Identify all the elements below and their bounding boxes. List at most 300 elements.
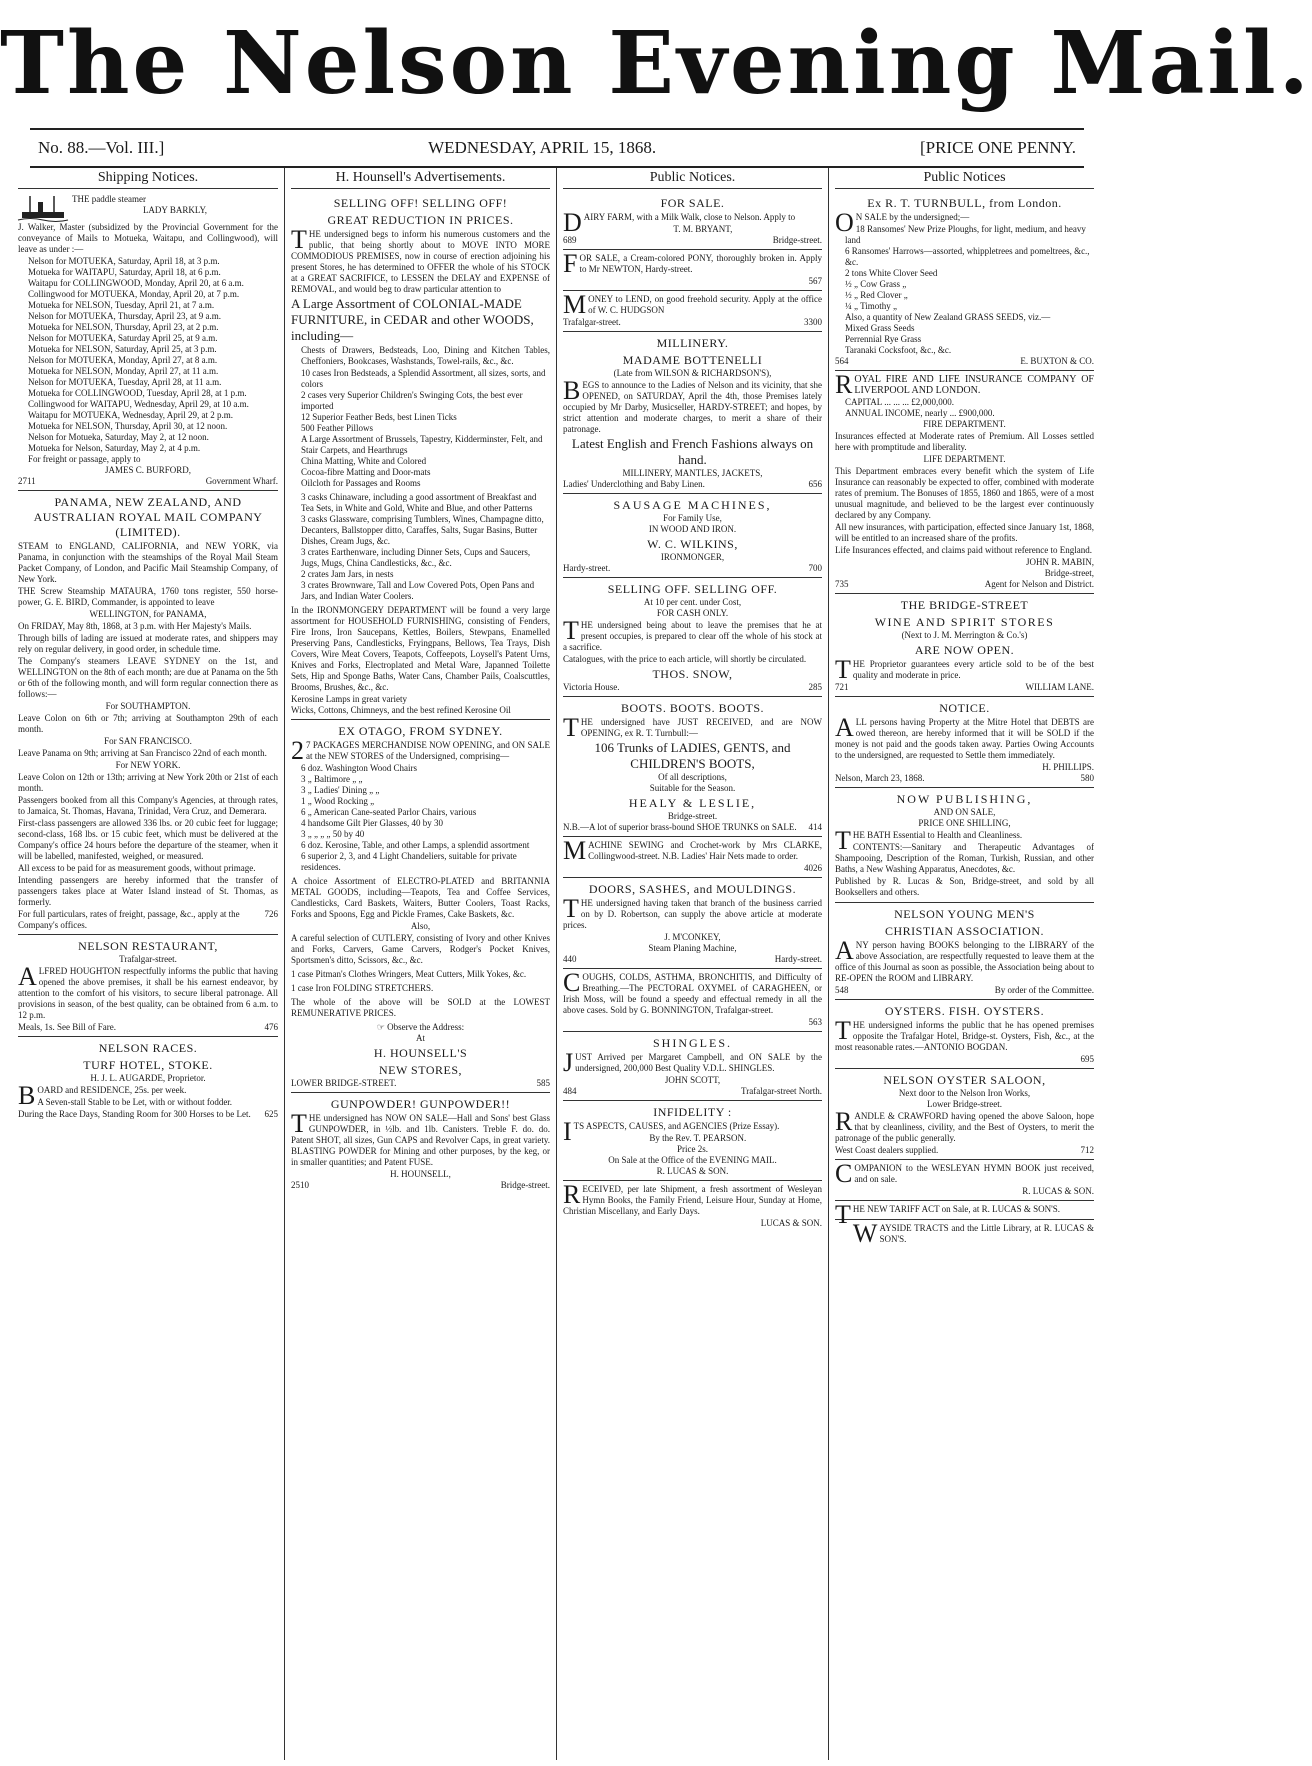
ad-heading: SAUSAGE MACHINES,	[613, 498, 772, 512]
sailing-item: Motueka for Nelson, Saturday, May 2, at 4 p.m.	[28, 443, 201, 453]
ad-number: 285	[808, 682, 822, 692]
ad-number: 625	[264, 1109, 278, 1119]
sailing-item: Nelson for MOTUEKA, Saturday, April 18, at 3 p.m.	[28, 256, 220, 266]
ad-number: 476	[264, 1022, 278, 1032]
paragraph: (Next to J. M. Merrington & Co.'s)	[901, 630, 1028, 640]
ad-money-to-lend	[563, 291, 822, 332]
ad-footer	[835, 773, 1094, 784]
paragraph: ALL persons having Property at the Mitre Hotel that DEBTS are owed thereon, are hereby informed that it will be SOLD if the money is not paid and the goods taken away. Parties Owing Accounts to the undersigned, are requested to Settle them immediately.	[835, 713, 1094, 760]
hotel-name: TURF HOTEL, STOKE.	[83, 1058, 213, 1072]
paragraph: ALFRED HOUGHTON respectfully informs the public that having opened the above premises, it shall be his earnest endeavor, by attention to the comfort of his visitors, to secure liberal patronage. All provisions in season, of the best quality, can be obtained from 6 a.m. to 12 p.m.	[18, 962, 278, 1020]
address: Victoria House.	[563, 682, 620, 692]
ad-heading: ARE NOW OPEN.	[914, 643, 1015, 657]
paragraph: BOARD and RESIDENCE, 25s. per week.	[18, 1081, 187, 1110]
paragraph: At	[416, 1033, 425, 1043]
ad-gunpowder	[291, 1093, 550, 1194]
ad-footer	[835, 1145, 1094, 1156]
paragraph: A choice Assortment of ELECTRO-PLATED and BRITANNIA METAL GOODS, including—Teapots, Tea and Coffee Services, Candlesticks, Card Baskets, Waiters, Butter Coolers, Toast Racks, Forks and Spoons, Egg and Pickle Frames, Cake Baskets, &c.	[291, 876, 550, 919]
ad-heading: WINE AND SPIRIT STORES	[874, 615, 1055, 629]
ad-number: 689	[563, 235, 577, 245]
paragraph: JUST Arrived per Margaret Campbell, and ON SALE by the undersigned, 200,000 Best Quality V.D.L. SHINGLES.	[563, 1048, 822, 1077]
signature: H. HOUNSELL,	[390, 1169, 451, 1179]
ad-heading: NELSON OYSTER SALOON,	[883, 1073, 1046, 1087]
ad-footer	[18, 909, 278, 931]
paragraph: Ladies' Underclothing and Baby Linen.	[563, 479, 705, 489]
ad-hymn-companion	[835, 1160, 1094, 1201]
paragraph: Price 2s.	[677, 1144, 708, 1154]
ad-boots	[563, 697, 822, 837]
column-hounsell	[284, 168, 556, 1760]
ad-ex-otago	[291, 720, 550, 1093]
list-item: Kerosine Lamps in great variety	[291, 694, 407, 704]
address: Hardy-street.	[774, 954, 822, 964]
paragraph: The whole of the above will be SOLD at the LOWEST REMUNERATIVE PRICES.	[291, 997, 550, 1018]
ad-number: 3300	[804, 317, 822, 327]
address: Bridge-street,	[1044, 568, 1094, 578]
item-list	[835, 224, 1094, 356]
sailing-item: Nelson for MOTUEKA, Saturday April 25, at 9 a.m.	[28, 333, 218, 343]
column-heading: H. Hounsell's Advertisements.	[291, 168, 550, 189]
section-heading: FIRE DEPARTMENT.	[923, 419, 1006, 429]
address: Bridge-street.	[667, 811, 718, 821]
ad-tariff-act	[835, 1200, 1094, 1229]
issue-number: No. 88.—Vol. III.]	[38, 138, 165, 157]
list-item: Perrennial Rye Grass	[845, 334, 922, 344]
address: Trafalgar-street North.	[741, 1086, 822, 1096]
paragraph: Lower Bridge-street.	[927, 1099, 1002, 1109]
paragraph: THE undersigned having taken that branch of the business carried on by D. Robertson, can supply the above article at moderate prices.	[563, 894, 822, 930]
ad-footer	[563, 1086, 822, 1097]
ad-heading: NOW PUBLISHING,	[896, 792, 1033, 806]
ad-number: 580	[1080, 773, 1094, 783]
column-heading: Shipping Notices.	[18, 168, 278, 189]
list-item: 2 cases very Superior Children's Swinging Cots, the best ever imported	[301, 390, 523, 411]
paragraph: On FRIDAY, May 8th, 1868, at 3 p.m. with Her Majesty's Mails.	[18, 621, 252, 631]
paragraph: ANY person having BOOKS belonging to the LIBRARY of the above Association, are respectfully requested to leave them at the office of this Journal as soon as possible, the Association being about to RE-OPEN the ROOM and LIBRARY.	[835, 936, 1094, 983]
signature: THOS. SNOW,	[652, 667, 733, 681]
ad-heading: DOORS, SASHES, and MOULDINGS.	[588, 882, 797, 896]
ad-heading: ROYAL FIRE AND LIFE INSURANCE COMPANY OF LIVERPOOL AND LONDON.	[835, 370, 1094, 399]
ad-footer	[563, 863, 822, 874]
ad-machine-sewing	[563, 837, 822, 878]
signature: J. M'CONKEY,	[664, 932, 721, 942]
date-note: Nelson, March 23, 1868.	[835, 773, 925, 783]
ad-heading: FOR SALE.	[660, 196, 725, 210]
ad-footer	[563, 682, 822, 693]
sailing-item: Collingwood for WAITAPU, Wednesday, April 29, at 10 a.m.	[28, 399, 249, 409]
paragraph: THE undersigned begs to inform his numerous customers and the public, that being shortly about to MOVE INTO MORE COMMODIOUS PREMISES, now in course of erection adjoining his present Stores, he has determined to OFFER the whole of his STOCK at a GREAT SACRIFICE, to LESSEN the DELAY and EXPENSE of REMOVAL, and would beg to draw particular attention to	[291, 225, 550, 294]
paragraph: ANNUAL INCOME, nearly ... £900,000.	[845, 408, 995, 418]
ad-heading: GREAT REDUCTION IN PRICES.	[327, 213, 514, 227]
ad-heading: MILLINERY.	[656, 336, 729, 350]
signature: T. M. BRYANT,	[673, 224, 733, 234]
ad-oysters-fish	[835, 1000, 1094, 1069]
paragraph: Insurances effected at Moderate rates of Premium. All Losses settled here with promptitude and liberality.	[835, 431, 1094, 452]
masthead-title: The Nelson Evening Mail.	[0, 13, 1312, 114]
paragraph: Latest English and French Fashions always on hand.	[571, 436, 814, 467]
list-item: 6 superior 2, 3, and 4 Light Chandeliers, suitable for private residences.	[301, 851, 517, 872]
paragraph: A Seven-stall Stable to be Let, with or without fodder.	[37, 1097, 233, 1107]
signature: WILLIAM LANE.	[1025, 682, 1094, 692]
ad-royal-insurance	[835, 371, 1094, 594]
furniture-heading: A Large Assortment of COLONIAL-MADE FURNITURE, in CEDAR and other WOODS, including—	[291, 296, 534, 343]
list-item: 1 „ Wood Rocking „	[301, 796, 375, 806]
list-item: Wicks, Cottons, Chimneys, and the best refined Kerosine Oil	[291, 705, 511, 715]
ad-ymca	[835, 903, 1094, 1000]
section-heading: LIFE DEPARTMENT.	[923, 454, 1006, 464]
signature: JOHN SCOTT,	[664, 1075, 721, 1085]
ad-heading: NELSON RACES.	[98, 1041, 198, 1055]
ad-number: 484	[563, 1086, 577, 1096]
ad-hymn-books	[563, 1181, 822, 1232]
paragraph: BEGS to announce to the Ladies of Nelson and its vicinity, that she OPENED, on SATURDAY, April the 4th, those Premises lately occupied by Mr Darby, Musicseller, HARDY-STREET; and hopes, by strict attention and moderate charges, to merit a share of their patronage.	[563, 376, 822, 434]
paragraph: Next door to the Nelson Iron Works,	[898, 1088, 1031, 1098]
ad-number: 695	[1080, 1054, 1094, 1064]
observe-label: Observe the Address:	[387, 1022, 465, 1032]
paragraph: Catalogues, with the price to each article, will shortly be circulated.	[563, 654, 807, 664]
paragraph: WELLINGTON, for PANAMA,	[89, 609, 207, 619]
list-item: A Large Assortment of Brussels, Tapestry, Kidderminster, Felt, and Stair Carpets, and Hearthrugs	[301, 434, 543, 455]
signature: E. BUXTON & CO.	[1020, 356, 1094, 366]
list-item: 3 casks Chinaware, including a good assortment of Breakfast and Tea Sets, in White and Gold, White and Blue, and other Patterns	[301, 492, 537, 513]
list-item: 2 crates Jam Jars, in nests	[301, 569, 394, 579]
paragraph: By the Rev. T. PEARSON.	[649, 1133, 747, 1143]
ad-number: 414	[808, 822, 822, 832]
item-list	[291, 492, 550, 602]
ad-subheading: (Late from WILSON & RICHARDSON'S),	[613, 368, 772, 378]
paragraph: All new insurances, with participation, effected since January 1st, 1868, will be entitled to an increased share of the profits.	[835, 522, 1095, 543]
issue-date: WEDNESDAY, APRIL 15, 1868.	[428, 138, 657, 157]
masthead	[0, 8, 1312, 126]
store-address: LOWER BRIDGE-STREET.	[291, 1078, 397, 1088]
ad-wayside-tracts	[835, 1220, 1094, 1249]
paragraph: Steam Planing Machine,	[648, 943, 737, 953]
column-public-notices-2	[828, 168, 1100, 1760]
list-item: ½ „ Red Clover „	[845, 290, 908, 300]
ad-footer	[291, 1180, 550, 1191]
ad-heading: NELSON YOUNG MEN'S	[894, 907, 1035, 921]
item-list	[291, 763, 550, 873]
sailing-item: Motueka for NELSON, Saturday, April 25, at 3 p.m.	[28, 344, 217, 354]
ad-number: 2510	[291, 1180, 309, 1190]
column-public-notices	[556, 168, 828, 1760]
list-item: Oilcloth for Passages and Rooms	[301, 478, 421, 488]
route-heading: For SOUTHAMPTON.	[105, 701, 191, 711]
ad-heading: SHINGLES.	[652, 1036, 732, 1050]
ad-number: 721	[835, 682, 849, 692]
ad-number: 563	[808, 1017, 822, 1027]
paragraph: THE Screw Steamship MATAURA, 1760 tons register, 550 horse-power, G. E. BIRD, Commander, is appointed to leave	[18, 586, 278, 607]
paragraph: Intending passengers are hereby informed that the transfer of passengers takes place at Water Island instead of St. Thomas, as formerly.	[18, 875, 278, 907]
paragraph: THE undersigned informs the public that he has opened premises opposite the Trafalgar Hotel, Bridge-st. Oysters, Fish, &c., at the most reasonable rates.—ANTONIO BOGDAN.	[835, 1016, 1094, 1052]
paragraph: For Family Use,	[663, 513, 722, 523]
list-item: Taranaki Cocksfoot, &c., &c.	[845, 345, 952, 355]
route-heading: For NEW YORK.	[115, 760, 181, 770]
steamer-intro: THE paddle steamer	[72, 194, 146, 204]
paragraph: The Company's steamers LEAVE SYDNEY on the 1st, and WELLINGTON on the 8th of each month; are due at Panama on the 5th or 6th of the following month, and will form regular connection there as follows:—	[18, 656, 279, 699]
store-name: H. HOUNSELL'S	[373, 1046, 468, 1060]
paragraph: First-class passengers are allowed 336 lbs. or 20 cubic feet for luggage; second-class, 168 lbs. or 15 cubic feet, which must be delivered at the Company's office 24 hours before the departure of the steamer, when it will be labelled, manifested, weighed, or measured.	[18, 818, 278, 861]
columns	[12, 168, 1102, 1760]
list-item: Cocoa-fibre Matting and Door-mats	[301, 467, 431, 477]
column-heading: Public Notices.	[563, 168, 822, 189]
list-item: 6 „ American Cane-seated Parlor Chairs, various	[301, 807, 477, 817]
sailing-item: Nelson for MOTUEKA, Thursday, April 23, at 9 a.m.	[28, 311, 221, 321]
ad-heading: SELLING OFF! SELLING OFF!	[333, 196, 508, 210]
steamer-name: LADY BARKLY,	[142, 205, 208, 215]
paragraph: Through bills of lading are issued at moderate rates, and shippers may rely on regular delivery, in good order, in schedule time.	[18, 633, 278, 654]
ad-footer	[563, 563, 822, 574]
dateline	[30, 128, 1084, 168]
ad-heading: BOOTS. BOOTS. BOOTS.	[620, 701, 765, 715]
ad-buxton-seeds	[835, 192, 1094, 371]
paragraph: WAYSIDE TRACTS and the Little Library, at R. LUCAS & SON'S.	[852, 1219, 1094, 1248]
paragraph: A careful selection of CUTLERY, consisting of Ivory and other Knives and Forks, Carvers, Game Carvers, Rodger's Pocket Knives, Sportsmen's ditto, Scissors, &c., &c.	[291, 933, 550, 965]
list-item: 10 cases Iron Bedsteads, a Splendid Assortment, all sizes, sorts, and colors	[301, 368, 546, 389]
signature: HEALY & LESLIE,	[628, 796, 757, 810]
paragraph: ITS ASPECTS, CAUSES, and AGENCIES (Prize Essay).	[563, 1117, 780, 1146]
agent-address: Government Wharf.	[205, 476, 278, 486]
ad-footer	[18, 476, 278, 487]
ad-sausage-machines	[563, 494, 822, 578]
signature: JOHN R. MABIN,	[1025, 557, 1094, 567]
ad-doors-sashes	[563, 878, 822, 969]
paragraph: Passengers booked from all this Company's Agencies, at through rates, to Jamaica, St. Thomas, Havana, Trinidad, Vera Cruz, and Demerara.	[18, 795, 278, 816]
steamer-body: J. Walker, Master (subsidized by the Provincial Government for the conveyance of Mails to Motueka, Waitapu, and Collingwood), will leave as under :—	[18, 222, 278, 254]
ad-heading: INFIDELITY :	[653, 1105, 732, 1119]
ad-heading: PANAMA, NEW ZEALAND, AND AUSTRALIAN ROYAL MAIL COMPANY (LIMITED).	[33, 495, 263, 539]
ad-shingles	[563, 1032, 822, 1101]
ad-footer	[835, 682, 1094, 693]
ad-heading: NELSON RESTAURANT,	[78, 939, 218, 953]
paragraph: MACHINE SEWING and Crochet-work by Mrs CLARKE, Collingwood-street. N.B. Ladies' Hair Nets made to order.	[563, 836, 822, 865]
paragraph: At 10 per cent. under Cost,	[643, 597, 742, 607]
ad-heading: THE BRIDGE-STREET	[900, 598, 1029, 612]
paragraph: RANDLE & CRAWFORD having opened the above Saloon, hope that by cleanliness, civility, and the Best of Oysters, to merit the patronage of the public generally.	[835, 1107, 1094, 1143]
signature: By order of the Committee.	[994, 985, 1094, 995]
paragraph: N.B.—A lot of superior brass-bound SHOE TRUNKS on SALE.	[563, 822, 797, 832]
item-list	[291, 368, 550, 489]
paragraph: 1 case Pitman's Clothes Wringers, Meat Cutters, Milk Yokes, &c.	[291, 969, 527, 979]
paragraph: RECEIVED, per late Shipment, a fresh assortment of Wesleyan Hymn Books, the Family Friend, Leisure Hour, Sunday at Home, Christian Miscellany, and Early Days.	[563, 1180, 822, 1216]
ad-number: 585	[536, 1078, 550, 1088]
paragraph: THE undersigned has NOW ON SALE—Hall and Sons' best Glass GUNPOWDER, in ½lb. and 1lb. Canisters. Treble F. do. do. Patent SHOT, all sizes, Gun CAPS and Revolver Caps, in great variety. BLASTING POWDER for Mining and other purposes, by the keg, or in smaller quantities; and Patent FUSE.	[291, 1109, 550, 1167]
paragraph: During the Race Days, Standing Room for 300 Horses to be Let.	[18, 1109, 251, 1119]
sailing-item: Nelson for MOTUEKA, Tuesday, April 28, at 11 a.m.	[28, 377, 222, 387]
sailing-item: Collingwood for MOTUEKA, Monday, April 20, at 7 p.m.	[28, 289, 240, 299]
ad-notice-mitre	[835, 697, 1094, 788]
paragraph: CAPITAL ... ... ... £2,000,000.	[845, 397, 954, 407]
address: Bridge-street.	[772, 235, 822, 245]
proprietor: H. J. L. AUGARDE, Proprietor.	[90, 1073, 206, 1083]
paragraph: THE Proprietor guarantees every article sold to be of the best quality and moderate in price.	[835, 655, 1094, 684]
paragraph: MILLINERY, MANTLES, JACKETS,	[622, 468, 763, 478]
paragraph: AND ON SALE,	[933, 807, 996, 817]
ad-number: 712	[1080, 1145, 1094, 1155]
ad-footer	[18, 1109, 278, 1120]
ad-number: 440	[563, 954, 577, 964]
ad-nelson-races	[18, 1037, 278, 1123]
sailing-list	[18, 256, 278, 454]
paragraph: COUGHS, COLDS, ASTHMA, BRONCHITIS, and Difficulty of Breathing.—The PECTORAL OXYMEL of CARAGHEEN, or Irish Moss, will be found a speedy and effectual remedy in all the above cases. Sold by G. BONNINGTON, Trafalgar-street.	[563, 968, 822, 1015]
ad-footer	[18, 1022, 278, 1033]
ad-footer	[563, 276, 822, 287]
paragraph: STEAM to ENGLAND, CALIFORNIA, and NEW YORK, via Panama, in conjunction with the steamships of the Royal Mail Steam Packet Company, of London, and Pacific Mail Steamship Company, of New York.	[18, 541, 278, 584]
list-item: 3 „ Baltimore „ „	[301, 774, 363, 784]
sailing-item: Waitapu for MOTUEKA, Wednesday, April 29, at 2 p.m.	[28, 410, 234, 420]
ad-heading: MADAME BOTTENELLI	[622, 353, 763, 367]
ad-oyster-saloon	[835, 1069, 1094, 1160]
list-item: 4 handsome Gilt Pier Glasses, 40 by 30	[301, 818, 443, 828]
address-note	[291, 1022, 550, 1033]
sailing-item: Motueka for NELSON, Thursday, April 23, at 2 p.m.	[28, 322, 219, 332]
sailing-item: Nelson for Motueka, Saturday, May 2, at 12 noon.	[28, 432, 209, 442]
paragraph: For full particulars, rates of freight, passage, &c., apply at the Company's offices.	[18, 909, 240, 930]
sailing-item: Motueka for NELSON, Thursday, April 30, at 12 noon.	[28, 421, 228, 431]
ad-footer	[291, 1078, 550, 1089]
list-item: 3 „ Ladies' Dining „ „	[301, 785, 380, 795]
list-item: 6 doz. Kerosine, Table, and other Lamps, a splendid assortment	[301, 840, 530, 850]
ad-footer	[563, 822, 822, 833]
paragraph: Published by R. Lucas & Son, Bridge-street, and sold by all Booksellers and others.	[835, 876, 1094, 897]
address: Trafalgar-street.	[563, 317, 621, 327]
ad-footer	[835, 356, 1094, 367]
list-item: 18 Ransomes' New Prize Ploughs, for light, medium, and heavy land	[845, 224, 1086, 245]
list-item: 6 doz. Washington Wood Chairs	[301, 763, 417, 773]
ad-number: 726	[264, 909, 278, 919]
paragraph: DAIRY FARM, with a Milk Walk, close to Nelson. Apply to	[563, 208, 796, 237]
steamship-icon	[18, 194, 68, 222]
paragraph: Also,	[410, 921, 431, 931]
paragraph: Leave Colon on 12th or 13th; arriving at New York 20th or 21st of each month.	[18, 772, 278, 793]
paragraph: This Department embraces every benefit which the system of Life Insurance can reasonably be expected to offer, combined with moderate rates of premium. The Bonuses of 1855, 1860 and 1865, were of a most unusual magnitude, and believed to be the largest ever continuously declared by any Company.	[835, 466, 1094, 520]
paragraph: FOR SALE, a Cream-colored PONY, thoroughly broken in. Apply to Mr NEWTON, Hardy-street.	[563, 249, 822, 278]
paragraph: 1 case Iron FOLDING STRETCHERS.	[291, 983, 434, 993]
ad-hounsell-selling-off	[291, 192, 550, 720]
paragraph: Life Insurances effected, and claims paid without reference to England.	[835, 545, 1092, 555]
ad-number: 735	[835, 579, 849, 589]
paragraph: Leave Panama on 9th; arriving at San Francisco 22nd of each month.	[18, 748, 267, 758]
ad-number: 656	[808, 479, 822, 489]
ad-the-bath	[835, 788, 1094, 903]
list-item: ½ „ Cow Grass „	[845, 279, 907, 289]
ad-heading: W. C. WILKINS,	[647, 537, 738, 551]
list-item: 6 Ransomes' Harrows—assorted, whippletrees and pomeltrees, &c., &c.	[845, 246, 1090, 267]
ad-wine-stores	[835, 594, 1094, 697]
paragraph: CONTENTS:—Sanitary and Therapeutic Advantages of Shampooing, Description of the Roman, Turkish, Russian, and other Baths, a New Washing Apparatus, Anecdotes, &c.	[835, 842, 1094, 874]
ad-footer	[563, 235, 822, 246]
paragraph: In the IRONMONGERY DEPARTMENT will be found a very large assortment for HOUSEHOLD FURNISHING, consisting of Fenders, Fire Irons, Iron Saucepans, Kettles, Boilers, Stewpans, Enamelled Preserving Pans, Candlesticks, Fryingpans, Bellows, Tea Trays, Dish Covers, Wire Meat Covers, Teapots, Coffeepots, Loysell's Patent Urns, Knives and Forks, Electroplated and Metal Ware, Japanned Toilette Sets, Hip and Sponge Baths, Water Cans, Chamber Pails, Coalscuttles, Brooms, Brushes, &c., &c.	[291, 605, 550, 692]
pointing-hand-icon: ☞	[376, 1022, 388, 1032]
paragraph: FOR CASH ONLY.	[656, 608, 729, 618]
paragraph: 106 Trunks of LADIES, GENTS, and CHILDREN'S BOOTS,	[594, 740, 791, 771]
paragraph: COMPANION to the WESLEYAN HYMN BOOK just received, and on sale.	[835, 1159, 1094, 1188]
ad-footer	[835, 985, 1094, 996]
list-item: 3 crates Earthenware, including Dinner Sets, Cups and Saucers, Jugs, Mugs, China Candlesticks, &c., &c.	[301, 547, 531, 568]
ad-heading: OYSTERS. FISH. OYSTERS.	[884, 1004, 1045, 1018]
ad-infidelity	[563, 1101, 822, 1181]
signature: R. LUCAS & SON.	[656, 1166, 729, 1176]
paragraph: THE BATH Essential to Health and Cleanliness.	[835, 826, 1023, 855]
list-item: Mixed Grass Seeds	[845, 323, 915, 333]
route-heading: For SAN FRANCISCO.	[104, 736, 192, 746]
store-name: NEW STORES,	[378, 1063, 463, 1077]
ad-dairy-farm	[563, 192, 822, 250]
ad-number: 2711	[18, 476, 36, 486]
ad-heading: EX OTAGO, FROM SYDNEY.	[338, 724, 503, 738]
ad-footer	[835, 1054, 1094, 1065]
issue-price: [PRICE ONE PENNY.	[919, 138, 1076, 157]
list-item: 2 tons White Clover Seed	[845, 268, 938, 278]
paragraph: 27 PACKAGES MERCHANDISE NOW OPENING, and ON SALE at the NEW STORES of the Undersigned, comprising—	[291, 736, 550, 765]
ad-footer	[563, 954, 822, 965]
paragraph: THE undersigned being about to leave the premises that he at present occupies, is prepared to clear off the whole of his stock at a sacrifice.	[563, 616, 822, 652]
ad-heading: CHRISTIAN ASSOCIATION.	[884, 924, 1044, 938]
ad-lady-barkly	[18, 192, 278, 491]
signature: LUCAS & SON.	[760, 1218, 822, 1228]
paragraph: Leave Colon on 6th or 7th; arriving at Southampton 29th of each month.	[18, 713, 278, 734]
paragraph: All excess to be paid for as measurement goods, without primage.	[18, 863, 256, 873]
sailing-item: Motueka for COLLINGWOOD, Tuesday, April 28, at 1 p.m.	[28, 388, 247, 398]
agent-name: JAMES C. BURFORD,	[104, 465, 192, 475]
ad-footer	[835, 579, 1094, 590]
paragraph: PRICE ONE SHILLING,	[918, 818, 1011, 828]
ad-footer	[563, 1017, 822, 1028]
ad-number: 4026	[804, 863, 822, 873]
paragraph: West Coast dealers supplied.	[835, 1145, 939, 1155]
ad-heading: SELLING OFF. SELLING OFF.	[607, 582, 778, 596]
list-item: 12 Superior Feather Beds, best Linen Ticks	[301, 412, 457, 422]
column-heading: Public Notices	[835, 168, 1094, 189]
ad-number: 567	[808, 276, 822, 286]
ad-footer	[563, 479, 822, 490]
list-item: ¼ „ Timothy „	[845, 301, 898, 311]
paragraph: Chests of Drawers, Bedsteads, Loo, Dining and Kitchen Tables, Cheffoniers, Bookcases, Washstands, Towel-rails, &c., &c.	[301, 345, 550, 366]
sailing-item: Nelson for MOTUEKA, Monday, April 27, at 8 a.m.	[28, 355, 218, 365]
ad-number: 564	[835, 356, 849, 366]
list-item: 3 „ „ „ „ 50 by 40	[301, 829, 365, 839]
paragraph: MONEY to LEND, on good freehold security. Apply at the office of W. C. HUDGSON	[563, 290, 822, 319]
list-item: Also, a quantity of New Zealand GRASS SEEDS, viz.—	[845, 312, 1051, 322]
sailing-item: Motueka for NELSON, Tuesday, April 21, at 7 a.m.	[28, 300, 215, 310]
paragraph: THE NEW TARIFF ACT on Sale, at R. LUCAS & SON'S.	[835, 1200, 1061, 1229]
list-item: 3 crates Brownware, Tall and Low Covered Pots, Open Pans and Jars, and Indian Water Coolers.	[301, 580, 535, 601]
agent-note: Agent for Nelson and District.	[984, 579, 1094, 589]
ad-millinery	[563, 332, 822, 494]
signature: R. LUCAS & SON.	[1022, 1186, 1094, 1196]
list-item: 3 casks Glassware, comprising Tumblers, Wines, Champagne ditto, Decanters, Ballstopper ditto, Caraffes, Salts, Sugar Basins, Butter Dishes, Cream Jugs, &c.	[301, 514, 544, 546]
address: Bridge-street.	[500, 1180, 550, 1190]
paragraph: Of all descriptions,	[658, 772, 727, 782]
ad-snow-selling-off	[563, 578, 822, 697]
paragraph: IN WOOD AND IRON.	[648, 524, 737, 534]
ad-pony	[563, 250, 822, 291]
ad-coughs-colds	[563, 969, 822, 1032]
paragraph: ON SALE by the undersigned;—	[835, 208, 970, 237]
meals-note: Meals, 1s. See Bill of Fare.	[18, 1022, 116, 1032]
ad-number: 548	[835, 985, 849, 995]
address: Hardy-street.	[563, 563, 611, 573]
signature: H. PHILLIPS.	[1042, 762, 1094, 772]
sailing-item: Waitapu for COLLINGWOOD, Monday, April 20, at 6 a.m.	[28, 278, 244, 288]
paragraph: THE undersigned have JUST RECEIVED, and are NOW OPENING, ex R. T. Turnbull:—	[563, 713, 822, 742]
paragraph: IRONMONGER,	[660, 552, 725, 562]
ad-nelson-restaurant	[18, 935, 278, 1037]
freight-note: For freight or passage, apply to	[28, 454, 141, 464]
paragraph: Suitable for the Season.	[649, 783, 736, 793]
sailing-item: Motueka for WAITAPU, Saturday, April 18, at 6 p.m.	[28, 267, 221, 277]
ad-heading: GUNPOWDER! GUNPOWDER!!	[330, 1097, 511, 1111]
